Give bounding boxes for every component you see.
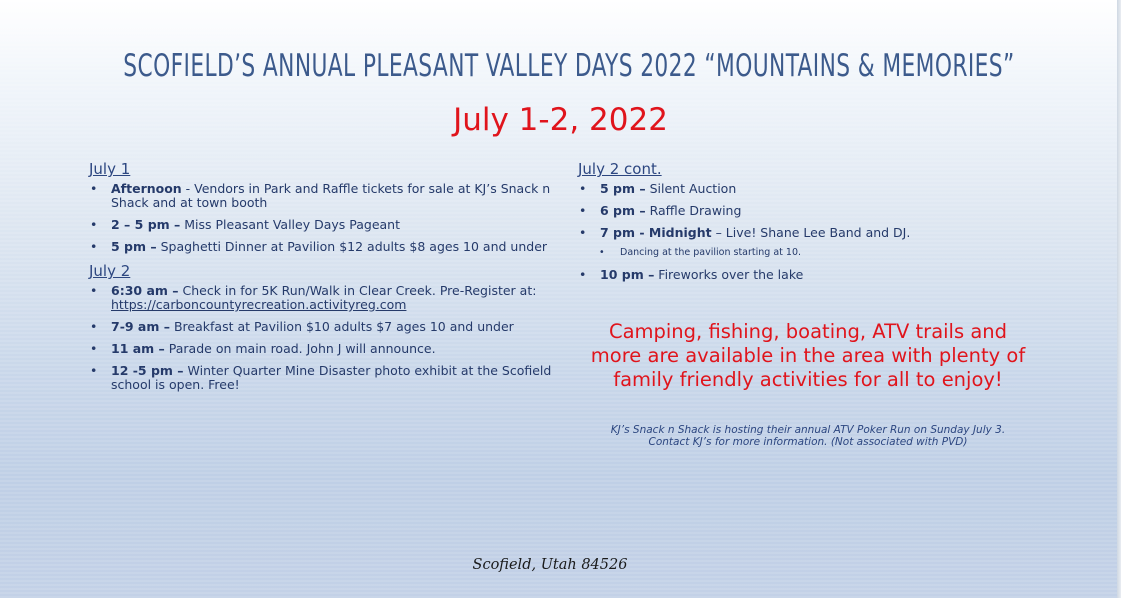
bullet-icon: • <box>579 203 587 218</box>
bullet-icon: • <box>90 217 98 232</box>
flyer-title: SCOFIELD’S ANNUAL PLEASANT VALLEY DAYS 2022 “MOUNTAINS & MEMORIES” <box>123 48 1015 84</box>
note-line: KJ’s Snack n Shack is hosting their annual ATV Poker Run on Sunday July 3. <box>610 424 1006 436</box>
bullet-icon: • <box>579 225 587 240</box>
event-time: 5 pm – <box>600 181 646 196</box>
event-description: Raffle Drawing <box>645 203 742 218</box>
event-description: Dancing at the pavilion starting at 10. <box>620 247 802 258</box>
bullet-icon: • <box>599 247 605 258</box>
list-item <box>89 342 559 356</box>
registration-link[interactable]: https://carboncountyrecreation.activityreg.com <box>111 297 407 312</box>
event-time: 11 am – <box>111 341 165 356</box>
event-time: 2 – 5 pm – <box>111 217 181 232</box>
list-item <box>89 320 559 334</box>
bullet-icon: • <box>579 181 587 196</box>
note-line: Contact KJ’s for more information. (Not associated with PVD) <box>648 436 968 448</box>
event-time: 5 pm – <box>111 239 157 254</box>
list-item <box>578 204 1048 218</box>
list-item <box>578 182 1048 196</box>
bullet-icon: • <box>90 319 98 334</box>
event-description: Fireworks over the lake <box>654 267 804 282</box>
event-dates: July 1-2, 2022 <box>453 102 668 138</box>
event-description: Miss Pleasant Valley Days Pageant <box>180 217 401 232</box>
footer-address: Scofield, Utah 84526 <box>472 557 628 573</box>
event-description: Winter Quarter Mine Disaster photo exhibit at the Scofield school is open. Free! <box>111 363 552 392</box>
event-time: 6:30 am – <box>111 283 179 298</box>
bullet-icon: • <box>90 283 98 298</box>
sub-list-item <box>578 246 1048 260</box>
list-item <box>89 364 559 392</box>
event-description: - Vendors in Park and Raffle tickets for sale at KJ’s Snack n Shack and at town booth <box>111 181 551 210</box>
list-item <box>578 268 1048 282</box>
promo-line: family friendly activities for all to enjoy! <box>613 368 1003 391</box>
promo-line: more are available in the area with plenty of <box>590 344 1026 367</box>
bullet-icon: • <box>90 181 98 196</box>
event-time: 12 -5 pm – <box>111 363 184 378</box>
event-time: 7 pm - Midnight <box>600 225 712 240</box>
list-item <box>89 218 559 232</box>
promo-line: Camping, fishing, boating, ATV trails and <box>608 320 1008 343</box>
page-edge <box>1117 0 1121 598</box>
section-heading-july-1: July 1 <box>89 160 131 178</box>
right-column <box>578 158 1048 290</box>
event-description: Check in for 5K Run/Walk in Clear Creek. Pre-Register at: <box>178 283 537 298</box>
section-heading-july-2-cont: July 2 cont. <box>578 160 662 178</box>
bullet-icon: • <box>579 267 587 282</box>
event-description: Parade on main road. John J will announce. <box>164 341 436 356</box>
event-time: Afternoon <box>111 181 182 196</box>
section-heading-july-2: July 2 <box>89 262 131 280</box>
event-time: 10 pm – <box>600 267 655 282</box>
event-description: Spaghetti Dinner at Pavilion $12 adults $8 ages 10 and under <box>156 239 548 254</box>
bullet-icon: • <box>90 341 98 356</box>
list-item <box>89 240 559 254</box>
event-description: Breakfast at Pavilion $10 adults $7 ages 10 and under <box>170 319 514 334</box>
promo-message <box>568 320 1048 392</box>
left-column <box>89 158 559 400</box>
event-time: 7-9 am – <box>111 319 170 334</box>
list-item <box>89 284 559 312</box>
event-description: – Live! Shane Lee Band and DJ. <box>711 225 911 240</box>
list-item <box>89 182 559 210</box>
bullet-icon: • <box>90 363 98 378</box>
poker-run-note <box>568 424 1048 448</box>
event-description: Silent Auction <box>645 181 737 196</box>
event-time: 6 pm – <box>600 203 646 218</box>
bullet-icon: • <box>90 239 98 254</box>
list-item <box>578 226 1048 240</box>
